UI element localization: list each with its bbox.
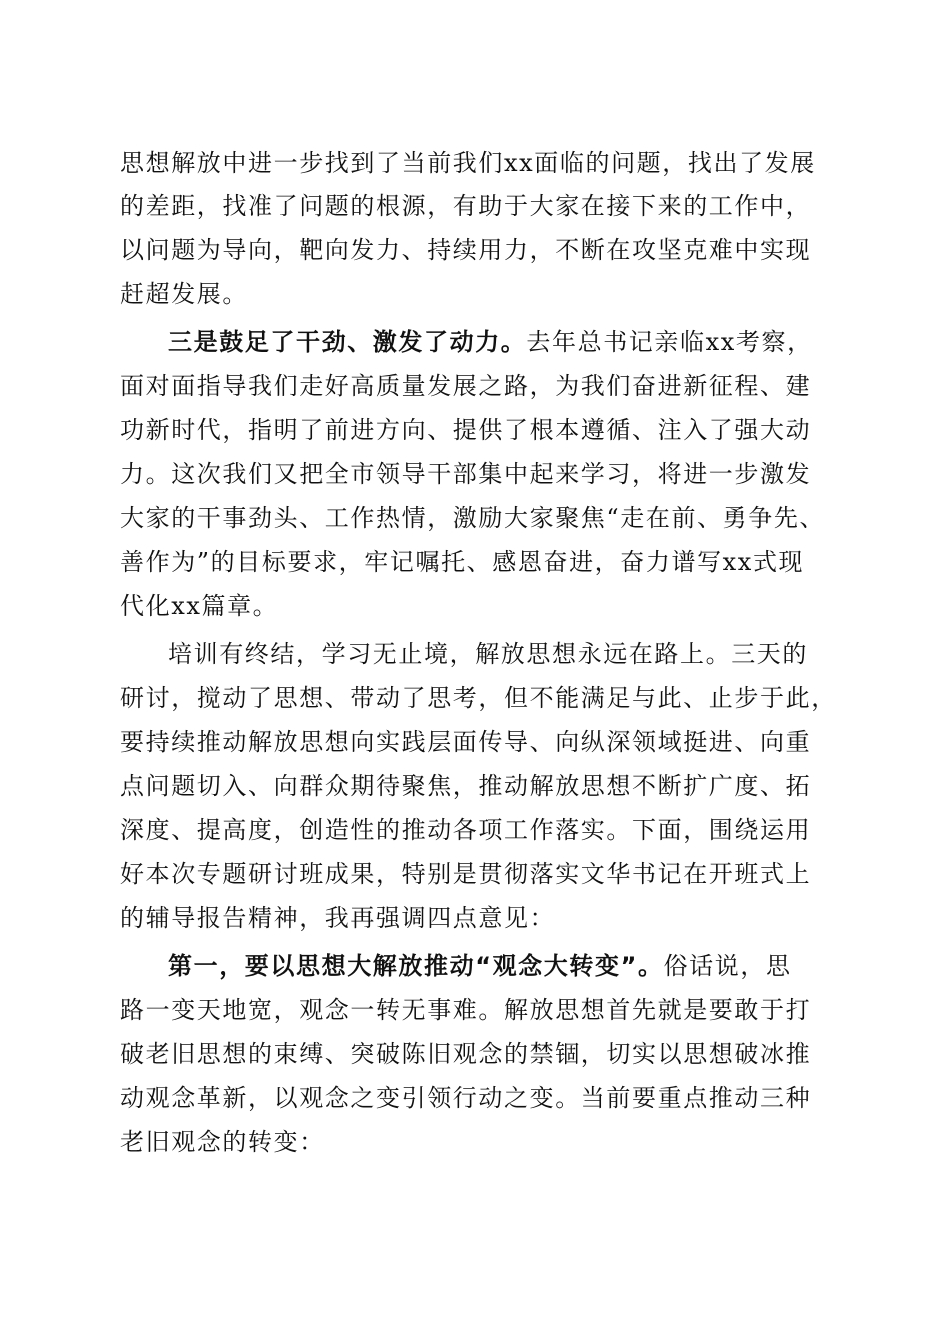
text-line: 要持续推动解放思想向实践层面传导、向纵深领域挺进、向重	[120, 728, 812, 756]
text-span: 俗话说，思	[663, 952, 792, 980]
text-line: 的辅导报告精神，我再强调四点意见：	[120, 904, 556, 932]
text-line: 培训有终结，学习无止境，解放思想永远在路上。三天的	[168, 640, 808, 668]
text-line: 代化xx篇章。	[120, 592, 279, 620]
text-line: 思想解放中进一步找到了当前我们xx面临的问题，找出了发展	[120, 149, 816, 177]
paragraph-lead: 第一，要以思想大解放推动“观念大转变”。	[168, 952, 664, 980]
text-line: 赶超发展。	[120, 280, 248, 308]
text-line: 路一变天地宽，观念一转无事难。解放思想首先就是要敢于打	[120, 996, 812, 1024]
text-line: 善作为”的目标要求，牢记嘱托、感恩奋进，奋力谱写xx式现	[120, 548, 805, 576]
text-line: 的差距，找准了问题的根源，有助于大家在接下来的工作中，	[120, 192, 812, 220]
paragraph-lead: 三是鼓足了干劲、激发了动力。	[168, 328, 527, 356]
text-line: 好本次专题研讨班成果，特别是贯彻落实文华书记在开班式上	[120, 860, 812, 888]
text-line	[168, 322, 813, 362]
text-line: 力。这次我们又把全市领导干部集中起来学习，将进一步激发	[120, 460, 812, 488]
text-line: 破老旧思想的束缚、突破陈旧观念的禁锢，切实以思想破冰推	[120, 1040, 812, 1068]
text-line: 以问题为导向，靶向发力、持续用力，不断在攻坚克难中实现	[120, 236, 812, 264]
text-line: 功新时代，指明了前进方向、提供了根本遵循、注入了强大动	[120, 416, 812, 444]
text-line: 深度、提高度，创造性的推动各项工作落实。下面，围绕运用	[120, 816, 812, 844]
text-span: 去年总书记亲临xx考察，	[526, 328, 813, 356]
text-line: 动观念革新，以观念之变引领行动之变。当前要重点推动三种	[120, 1084, 812, 1112]
text-line	[168, 946, 792, 986]
text-line: 老旧观念的转变：	[120, 1128, 325, 1156]
text-line: 点问题切入、向群众期待聚焦，推动解放思想不断扩广度、拓	[120, 772, 812, 800]
text-line: 研讨，搅动了思想、带动了思考，但不能满足与此、止步于此，	[120, 684, 837, 712]
text-line: 大家的干事劲头、工作热情，激励大家聚焦“走在前、勇争先、	[120, 504, 826, 532]
text-line: 面对面指导我们走好高质量发展之路，为我们奋进新征程、建	[120, 372, 812, 400]
